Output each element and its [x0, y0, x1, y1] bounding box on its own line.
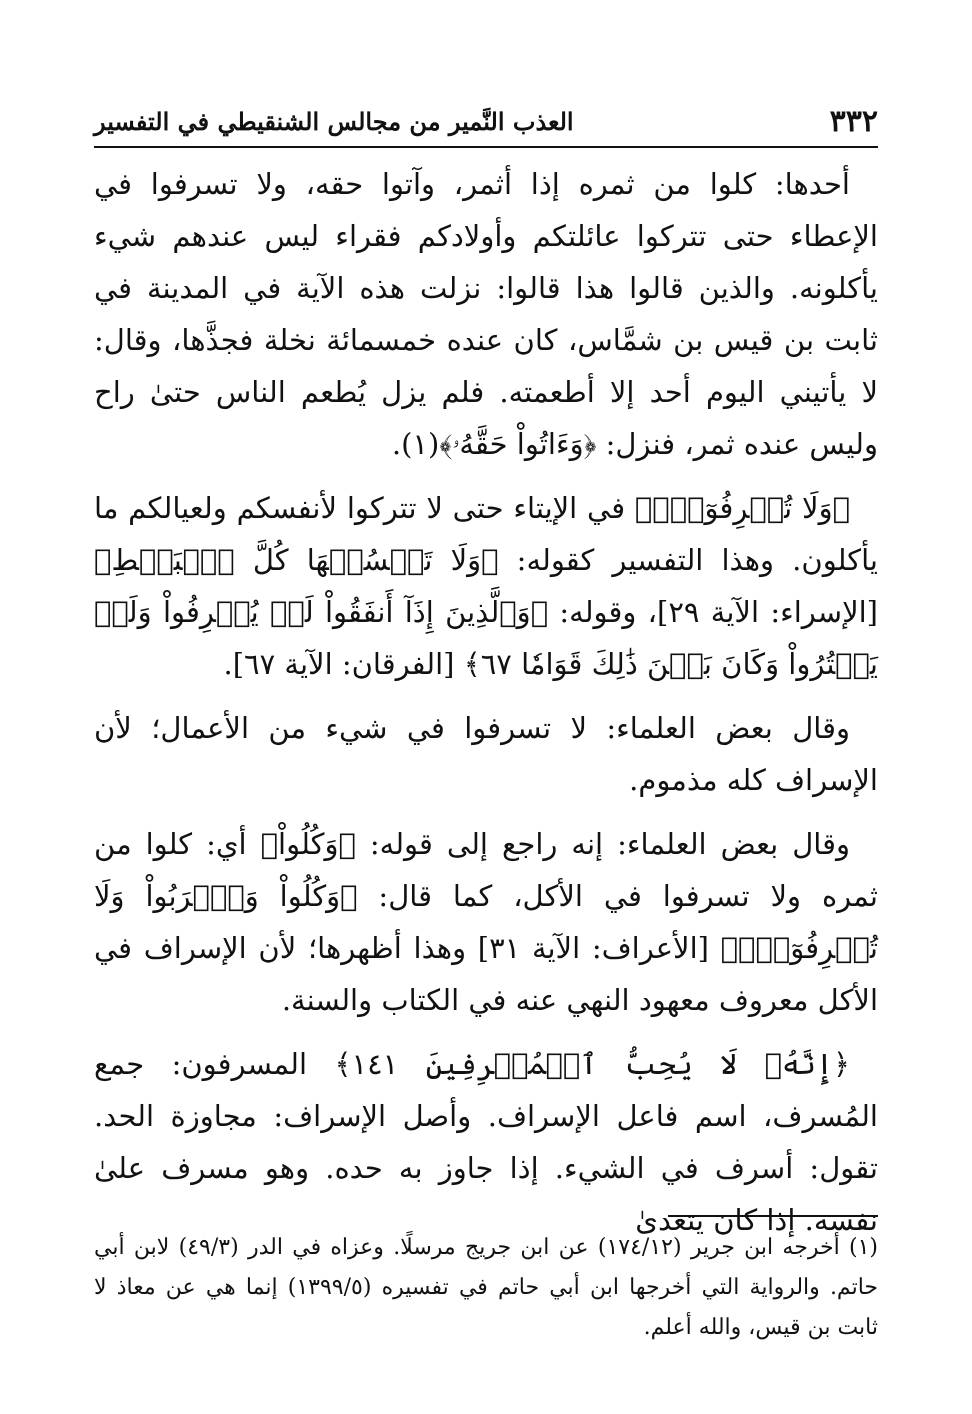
running-title: العذب النَّمير من مجالس الشنقيطي في التفسير: [94, 106, 574, 136]
footnotes: [94, 1228, 878, 1348]
footnote-separator: [668, 1215, 878, 1217]
page-body: [94, 158, 878, 1258]
page-header: [94, 96, 878, 148]
paragraph-5: ﴿إِنَّهُۥ لَا يُحِبُّ ٱلۡمُسۡرِفِينَ ١٤١﴾ المسرفون: جمع المُسرف، اسم فاعل الإسراف. وأصل الإسراف: مجاوزة الحد. تقول: أسرف في الشيء. إذا جاوز به حده. وهو مسرف علىٰ نفسه. إذا كان يتعدىٰ: [94, 1047, 878, 1237]
paragraph-1: أحدها: كلوا من ثمره إذا أثمر، وآتوا حقه، ولا تسرفوا في الإعطاء حتى تتركوا عائلتكم وأولادكم فقراء ليس عندهم شيء يأكلونه. والذين قالوا هذا قالوا: نزلت هذه الآية في المدينة في ثابت بن قيس بن شمَّاس، كان عنده خمسمائة نخلة فجذَّها، وقال: لا يأتيني اليوم أحد إلا أطعمته. فلم يزل يُطعم الناس حتىٰ راح وليس عنده ثمر، فنزل: ﴿وَءَاتُواْ حَقَّهُۥ﴾(١).: [94, 167, 878, 461]
page-number: ٣٣٢: [829, 103, 878, 139]
footnote-1: (١) أخرجه ابن جرير (١٧٤/١٢) عن ابن جريج مرسلًا. وعزاه في الدر (٤٩/٣) لابن أبي حاتم. والرواية التي أخرجها ابن أبي حاتم في تفسيره (١٣٩٩/٥) إنما هي عن معاذ لا ثابت بن قيس، والله أعلم.: [94, 1235, 879, 1340]
paragraph-4: وقال بعض العلماء: إنه راجع إلى قوله: ﴿وَكُلُواْ﴾ أي: كلوا من ثمره ولا تسرفوا في الأكل، كما قال: ﴿وَكُلُواْ وَٱشۡرَبُواْ وَلَا تُسۡرِفُوٓاْۚ﴾ [الأعراف: الآية ٣١] وهذا أظهرها؛ لأن الإسراف في الأكل معروف معهود النهي عنه في الكتاب والسنة.: [94, 827, 878, 1017]
paragraph-2: ﴿وَلَا تُسۡرِفُوٓاْۚ﴾ في الإيتاء حتى لا تتركوا لأنفسكم ولعيالكم ما يأكلون. وهذا التفسير كقوله: ﴿وَلَا تَبۡسُطۡهَا كُلَّ ٱلۡبَسۡطِ﴾ [الإسراء: الآية ٢٩]، وقوله: ﴿وَٱلَّذِينَ إِذَآ أَنفَقُواْ لَمۡ يُسۡرِفُواْ وَلَمۡ يَقۡتُرُواْ وَكَانَ بَيۡنَ ذَٰلِكَ قَوَامٗا ٦٧﴾ [الفرقان: الآية ٦٧].: [94, 491, 878, 681]
paragraph-3: وقال بعض العلماء: لا تسرفوا في شيء من الأعمال؛ لأن الإسراف كله مذموم.: [94, 711, 878, 797]
